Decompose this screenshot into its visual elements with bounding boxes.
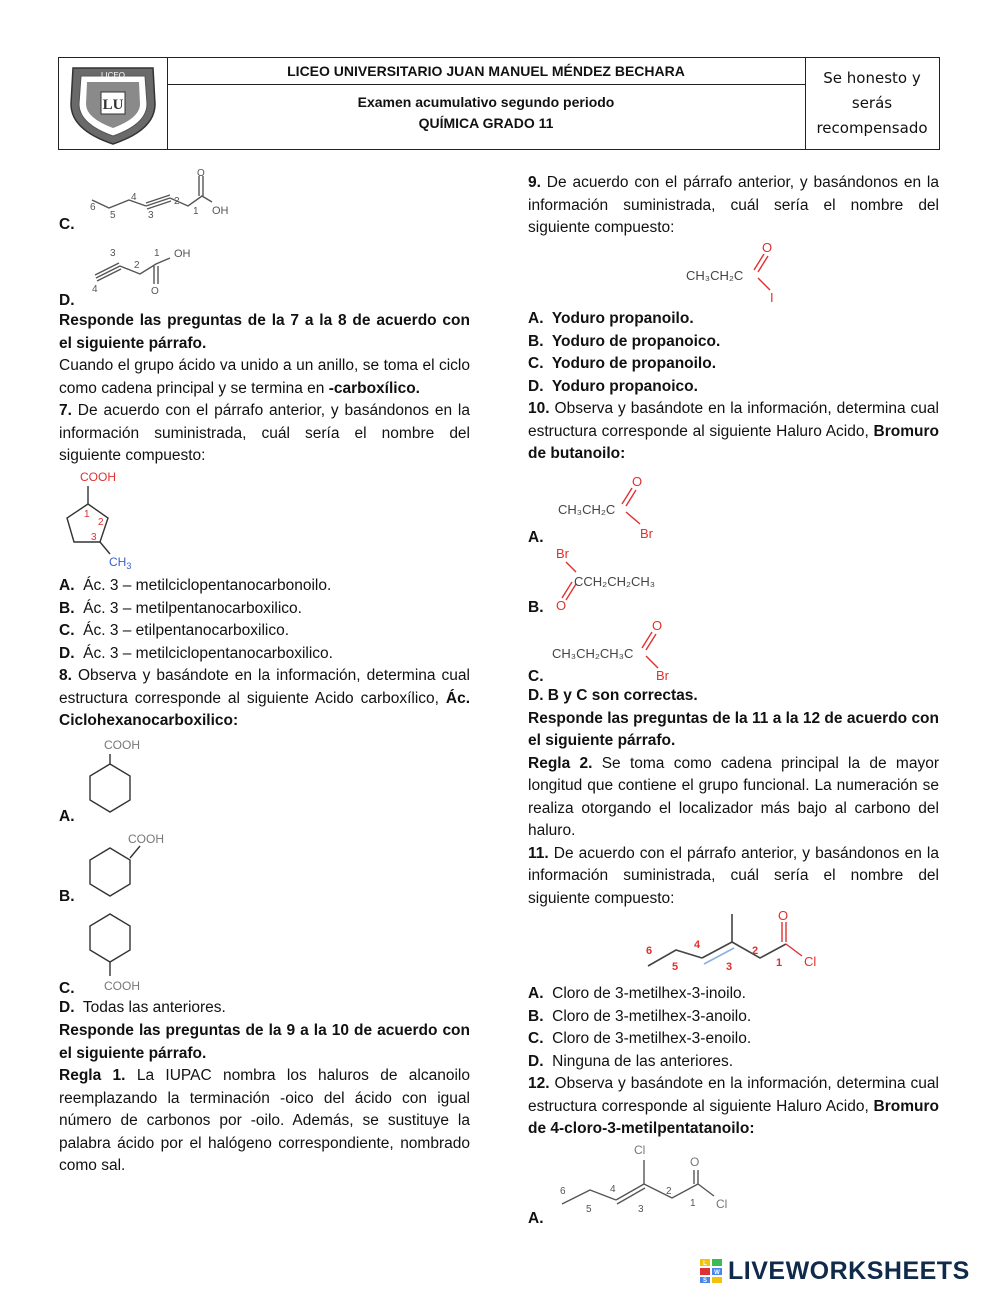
option-label-c[interactable]: C.	[528, 668, 544, 685]
structure-cyclohexane-option-b	[84, 826, 194, 908]
answer-option[interactable]: B. Ác. 3 – metilpentanocarboxilico.	[59, 599, 302, 617]
school-shield-logo	[59, 58, 167, 149]
exam-title: Examen acumulativo segundo periodo	[357, 94, 615, 110]
motto	[805, 58, 939, 149]
svg-text:LICEO: LICEO	[100, 71, 126, 80]
question-8-option-d[interactable]	[59, 997, 470, 1020]
cooh-label: COOH	[128, 832, 164, 846]
carbon-number: 3	[726, 961, 733, 973]
oxygen-label: O	[652, 618, 663, 633]
section-instruction: Responde las preguntas de la 7 a la 8 de acuerdo con el siguiente párrafo.	[59, 312, 470, 352]
carbon-number: 1	[690, 1198, 696, 1209]
structure-option-c-acyl-bromide	[552, 614, 692, 686]
cooh-label: COOH	[80, 470, 116, 484]
bromine-label: Br	[656, 668, 669, 683]
hydroxyl-label: OH	[174, 248, 191, 260]
section-q9-q10-intro	[59, 1020, 470, 1178]
header-title-cell	[167, 58, 806, 149]
ring-number: 2	[98, 517, 104, 528]
option-label-b[interactable]: B.	[59, 888, 75, 905]
bromine-label: Br	[556, 546, 569, 561]
logo-monogram: LU	[102, 97, 124, 113]
section-q7-q8-intro	[59, 310, 470, 468]
question-number: 7.	[59, 402, 72, 419]
question-10	[528, 398, 939, 466]
paragraph-bold: -carboxílico.	[328, 379, 420, 397]
carbon-number: 3	[110, 248, 116, 259]
question-text: De acuerdo con el párrafo anterior, y basándonos en la información suministrada, cuál sería el nombre del siguiente compuesto:	[528, 844, 939, 907]
answer-option[interactable]: D. B y C son correctas.	[528, 687, 698, 704]
section-instruction: Responde las preguntas de la 11 a la 12 de acuerdo con el siguiente párrafo.	[528, 709, 939, 749]
option-label-b[interactable]: B.	[528, 599, 544, 616]
cooh-label: COOH	[104, 738, 140, 752]
question-11-options	[528, 983, 939, 1073]
structure-propanoyl-iodide	[686, 238, 806, 306]
answer-option[interactable]: D. Yoduro propanoico.	[528, 377, 698, 395]
chlorine-label: Cl	[804, 954, 817, 969]
motto-line: serás	[851, 94, 893, 112]
structure-methylcyclopentanecarboxylic	[60, 466, 150, 576]
svg-text:L: L	[703, 1261, 707, 1267]
question-number: 10.	[528, 400, 550, 417]
option-label-a[interactable]: A.	[528, 1210, 544, 1227]
oxygen-label: O	[556, 598, 567, 613]
answer-option[interactable]: D. Ác. 3 – metilciclopentanocarboxilico.	[59, 644, 333, 662]
carbon-number: 3	[148, 210, 154, 221]
carbon-number: 5	[672, 961, 679, 973]
iodine-label: I	[770, 290, 774, 305]
structure-hexynoic-acid	[84, 168, 254, 228]
question-bold: Ác. Ciclohexanocarboxilico:	[59, 689, 470, 729]
formula-label: CH₃CH₂C	[558, 502, 616, 517]
svg-text:W: W	[714, 1270, 720, 1276]
oxygen-label: O	[778, 908, 789, 923]
liveworksheets-badge-icon	[700, 1259, 722, 1283]
structure-option-b-acyl-bromide	[552, 542, 682, 614]
question-bold: Bromuro de 4-cloro-3-metilpentatanoilo:	[528, 1097, 939, 1137]
oxygen-label: O	[762, 240, 773, 255]
question-number: 11.	[528, 844, 549, 862]
carbon-number: 5	[110, 210, 116, 221]
methyl-label: $CH_3$	[109, 555, 132, 571]
carbon-number: 3	[638, 1204, 644, 1215]
oxygen-label: O	[197, 168, 205, 179]
section-q11-q12	[528, 685, 939, 910]
question-7	[59, 400, 470, 468]
ring-number: 3	[91, 532, 97, 543]
question-text: Observa y basándote en la información, determina cual estructura corresponde al siguiente Haluro Acido,	[528, 400, 939, 440]
option-label-c: C.	[59, 216, 75, 233]
carbon-number: 4	[694, 939, 701, 951]
question-text: Observa y basándote en la información, determina cual estructura corresponde al siguiente Haluro Acido,	[528, 1075, 939, 1115]
answer-option[interactable]: C. Yoduro de propanoilo.	[528, 355, 717, 372]
structure-cyclohexane-option-a	[84, 734, 184, 824]
exam-subject: QUÍMICA GRADO 11	[418, 115, 554, 131]
oxygen-label: O	[690, 1155, 700, 1169]
question-7-options	[59, 575, 470, 665]
answer-option[interactable]: C. Cloro de 3-metilhex-3-enoilo.	[528, 1030, 752, 1047]
question-11	[528, 843, 939, 911]
option-label-d: D.	[59, 292, 75, 309]
carbon-number: 2	[134, 260, 140, 271]
answer-option[interactable]: B. Cloro de 3-metilhex-3-anoilo.	[528, 1007, 752, 1025]
formula-label: CH₃CH₂CH₃C	[552, 646, 634, 661]
carbon-number: 1	[776, 957, 783, 969]
structure-butynoic-acid	[84, 244, 214, 300]
structure-option-a-acyl-chloride	[554, 1138, 754, 1220]
exam-header	[58, 57, 940, 150]
question-8	[59, 665, 470, 733]
question-text: De acuerdo con el párrafo anterior, y basándonos en la información suministrada, cuál sería el nombre del siguiente compuesto:	[59, 402, 470, 464]
question-text: Observa y basándote en la información, determina cual estructura corresponde al siguiente Acido carboxílico,	[59, 667, 470, 707]
carbon-number: 2	[666, 1186, 672, 1197]
question-bold: Bromuro de butanoilo:	[528, 422, 939, 462]
rule-label: Regla 2.	[528, 754, 593, 772]
rule-2	[528, 753, 939, 843]
carbon-number: 6	[90, 202, 96, 213]
option-label-a[interactable]: A.	[528, 529, 544, 546]
question-12	[528, 1073, 939, 1141]
carbon-number: 2	[174, 196, 180, 207]
carbon-number: 1	[154, 248, 160, 259]
structure-methylhexenoyl-chloride	[640, 906, 830, 982]
oxygen-label: O	[632, 474, 643, 489]
option-label-c[interactable]: C.	[59, 980, 75, 997]
question-number: 12.	[528, 1075, 550, 1092]
chlorine-label: Cl	[716, 1197, 728, 1211]
carbon-number: 6	[560, 1186, 566, 1197]
carbon-number: 4	[131, 192, 137, 203]
question-8-text	[59, 665, 470, 733]
cooh-label: COOH	[104, 979, 140, 993]
carbon-number: 4	[92, 284, 98, 295]
carbon-number: 2	[752, 945, 759, 957]
rule-text: La IUPAC nombra los haluros de alcanoilo reemplazando la terminación -oico del ácido con igual número de carbonos por -oilo. Además, se sustituye la palabra ácido por el halógeno correspondiente, nombrado como sal.	[59, 1067, 470, 1174]
section-instruction: Responde las preguntas de la 9 a la 10 de acuerdo con el siguiente párrafo.	[59, 1022, 470, 1062]
formula-label: CH₃CH₂C	[686, 268, 744, 283]
rule-1	[59, 1065, 470, 1178]
motto-line: Se honesto y	[823, 69, 921, 87]
formula-label: CCH₂CH₂CH₃	[574, 574, 656, 589]
ring-number: 1	[84, 509, 90, 520]
option-label-d[interactable]: D.	[59, 999, 75, 1016]
liveworksheets-brand: LIVEWORKSHEETS	[728, 1256, 970, 1285]
carbon-number: 6	[646, 945, 653, 957]
option-label-a[interactable]: A.	[59, 808, 75, 825]
hydroxyl-label: OH	[212, 205, 229, 217]
rule-text: Se toma como cadena principal la de mayor longitud que contiene el grupo funcional. La numeración se realiza otorgando el localizador más bajo al carbono del haluro.	[528, 754, 939, 839]
answer-option[interactable]: A. Cloro de 3-metilhex-3-inoilo.	[528, 985, 746, 1002]
answer-option[interactable]: A. Ác. 3 – metilciclopentanocarbonoilo.	[59, 577, 332, 594]
school-name: LICEO UNIVERSITARIO JUAN MANUEL MÉNDEZ BECHARA	[167, 58, 805, 85]
answer-option[interactable]: D. Ninguna de las anteriores.	[528, 1052, 734, 1070]
paragraph-text: Cuando el grupo ácido va unido a un anillo, se toma el ciclo como cadena principal y se termina en	[59, 357, 470, 397]
question-text: De acuerdo con el párrafo anterior, y basándonos en la información suministrada, cuál sería el nombre del siguiente compuesto:	[528, 174, 939, 236]
question-number: 8.	[59, 667, 72, 684]
option-text: Todas las anteriores.	[82, 999, 226, 1016]
answer-option[interactable]: B. Yoduro de propanoico.	[528, 332, 721, 350]
carbon-number: 4	[610, 1184, 616, 1195]
motto-line: recompensado	[816, 119, 928, 137]
answer-option[interactable]: A. Yoduro propanoilo.	[528, 310, 694, 327]
question-9-options	[528, 308, 939, 398]
section-paragraph	[59, 355, 470, 400]
carbon-number: 5	[586, 1204, 592, 1215]
answer-option[interactable]: C. Ác. 3 – etilpentanocarboxilico.	[59, 622, 290, 639]
exam-title-block	[167, 92, 805, 134]
question-number: 9.	[528, 174, 541, 191]
rule-label: Regla 1.	[59, 1067, 126, 1084]
liveworksheets-logo	[700, 1256, 970, 1286]
school-logo-cell	[59, 58, 168, 149]
question-9	[528, 172, 939, 240]
structure-option-a-acyl-bromide	[558, 470, 678, 542]
bromine-label: Br	[640, 526, 653, 541]
chlorine-label: Cl	[634, 1143, 646, 1157]
structure-cyclohexane-option-c	[84, 908, 184, 996]
oxygen-label: O	[151, 286, 159, 297]
carbon-number: 1	[193, 206, 199, 217]
svg-text:S: S	[702, 1278, 708, 1283]
